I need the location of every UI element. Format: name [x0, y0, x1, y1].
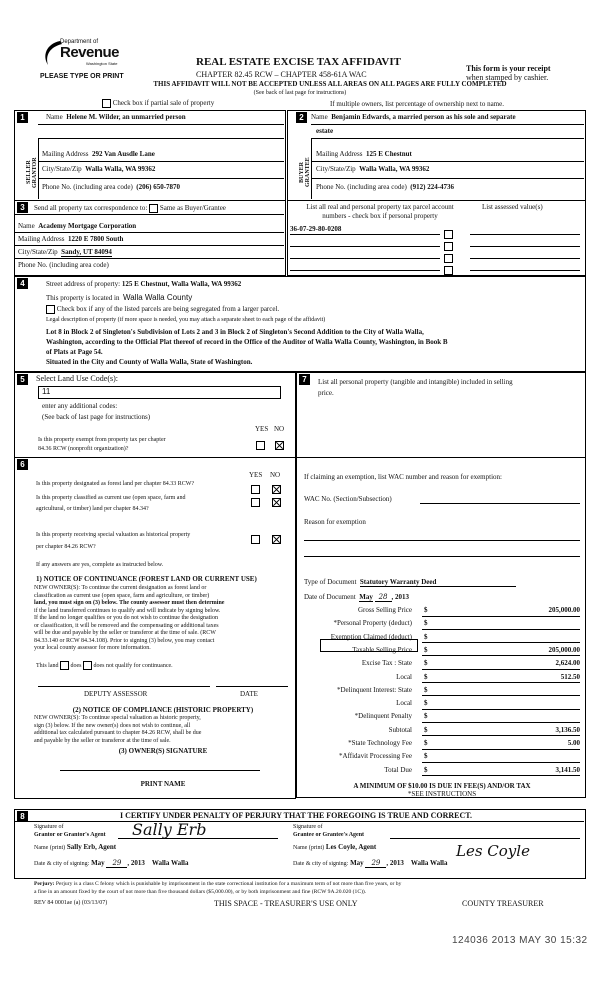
grantor-print-label: Name (print): [34, 845, 66, 851]
treasurer-space: THIS SPACE - TREASURER'S USE ONLY: [214, 899, 358, 908]
buyer-side-label: BUYER GRANTEE: [299, 157, 311, 188]
see-back-header: (See back of last page for instructions): [253, 90, 347, 96]
seller-name[interactable]: Helene M. Wilder, an unmarried person: [66, 113, 186, 121]
grantee-signature[interactable]: Les Coyle: [456, 842, 530, 860]
section-7-number: 7: [299, 374, 310, 385]
current-use-yes-checkbox[interactable]: [251, 493, 260, 511]
tax-row-currency: $: [424, 685, 428, 694]
seller-addr-label: Mailing Address: [42, 150, 89, 158]
grantor-city[interactable]: Walla Walla: [151, 859, 189, 867]
parcel-header-2: numbers - check box if personal property: [322, 212, 438, 220]
doc-date-row: [304, 593, 409, 601]
tax-row-label: *Delinquent Interest: State: [336, 685, 412, 694]
tax-row-label: Total Due: [384, 765, 412, 774]
grantee-date-month[interactable]: May: [350, 859, 364, 867]
tax-row-label: Gross Selling Price: [357, 606, 412, 614]
current-use-question: [36, 493, 185, 515]
doc-date-day[interactable]: 28: [375, 593, 392, 602]
tax-row-label: Local: [396, 672, 412, 681]
tax-row-currency: $: [424, 739, 428, 747]
notice2-line: and payable by the seller or transferor at the time of sale.: [34, 737, 171, 744]
tax-row-line: [422, 749, 580, 750]
tax-row-line: [422, 655, 580, 656]
corr-name[interactable]: Academy Mortgage Corporation: [38, 222, 137, 230]
corr-city-row: [18, 248, 112, 256]
certify-title: I CERTIFY UNDER PENALTY OF PERJURY THAT THE FOREGOING IS TRUE AND CORRECT.: [120, 811, 473, 820]
please-type: PLEASE TYPE OR PRINT: [40, 73, 124, 80]
tax-row-value[interactable]: 205,000.00: [548, 645, 580, 654]
notice1-text: [34, 585, 292, 653]
seller-city[interactable]: Walla Walla, WA 99362: [85, 165, 156, 173]
correspondence-row: [34, 204, 226, 213]
corr-phone-label: Phone No. (including area code): [18, 261, 109, 269]
tax-row-line: [422, 775, 580, 776]
cu-q-2: agricultural, or timber) land per chapter 84.34?: [36, 506, 149, 512]
grantor-date-day[interactable]: 29: [106, 859, 127, 868]
tax-row-line: [422, 735, 580, 736]
logo-state: Washington State: [86, 61, 118, 66]
perjury-label: Perjury:: [34, 881, 55, 887]
segregated-label: Check box if any of the listed parcels are being segregated from a larger parcel.: [56, 305, 280, 314]
tax-row-value[interactable]: 3,136.50: [555, 725, 580, 734]
section-1-number: 1: [17, 112, 28, 123]
forest-question: Is this property designated as forest land per chapter 84.33 RCW?: [36, 481, 195, 487]
yes-header-5: YES: [255, 425, 269, 433]
tax-row-label: Exemption Claimed (deduct): [330, 632, 412, 641]
doc-type-label: Type of Document: [304, 578, 357, 586]
tax-row-currency: $: [424, 619, 428, 628]
tax-row-value[interactable]: 205,000.00: [548, 606, 580, 614]
seller-side-label: SELLER GRANTOR: [26, 157, 38, 188]
buyer-phone[interactable]: (912) 224-4736: [410, 183, 455, 191]
corr-addr-row: [18, 235, 123, 243]
exempt-q-2: 84.36 RCW (nonprofit organization)?: [38, 446, 129, 452]
buyer-phone-row: [316, 183, 454, 191]
located-label: This property is located in: [46, 294, 120, 302]
tax-row-value[interactable]: 3,141.50: [555, 765, 580, 774]
minimum-note-2: *SEE INSTRUCTIONS: [407, 790, 477, 798]
buyer-city-row: [316, 165, 429, 173]
buyer-name[interactable]: Benjamin Edwards, a married person as his sole and separate: [331, 113, 516, 121]
tax-row-label: Excise Tax : State: [361, 659, 412, 668]
seller-city-row: [42, 165, 155, 173]
street-row: [46, 280, 241, 288]
tax-row-value[interactable]: 5.00: [567, 739, 580, 747]
pp-label-2: price.: [318, 389, 334, 397]
seller-address[interactable]: 292 Van Ausdle Lane: [91, 150, 155, 158]
buyer-phone-label: Phone No. (including area code): [316, 183, 407, 191]
does-checkbox[interactable]: [60, 661, 69, 670]
section-6-number: 6: [17, 459, 28, 470]
owner-signature-label: (3) OWNER(S) SIGNATURE: [118, 747, 208, 755]
grantor-date-month[interactable]: May: [91, 859, 105, 867]
notice1-line: land, you must sign on (3) below. The county assessor must then determine: [34, 600, 225, 606]
notice2-title: (2) NOTICE OF COMPLIANCE (HISTORIC PROPERTY): [72, 706, 254, 714]
tax-row-label: *State Technology Fee: [348, 739, 412, 747]
land-use-see-back: (See back of last page for instructions): [42, 413, 151, 421]
tax-row-line: [422, 642, 580, 643]
doc-date-month[interactable]: May: [359, 593, 373, 601]
legal-description[interactable]: [46, 327, 582, 367]
tax-row-line: [422, 616, 580, 617]
perjury-line-2: a fine in an amount fixed by the court of not more than five thousand dollars ($5,000.00), or by both imprisonment and fine (RCW 9A.20.020 (1C)).: [34, 889, 367, 895]
notice2-line: additional tax calculated pursuant to chapter 84.26 RCW, shall be due: [34, 730, 202, 736]
tax-row-currency: $: [424, 752, 428, 761]
notice1-line: your local county assessor for more information.: [34, 645, 151, 651]
tax-row-label: *Personal Property (deduct): [333, 619, 412, 628]
tax-row-currency: $: [424, 645, 428, 654]
sig-grantor-2: Grantor or Grantor's Agent: [34, 832, 106, 838]
sig-grantor-1: Signature of: [34, 824, 64, 830]
grantor-signature[interactable]: Sally Erb: [132, 820, 207, 839]
legal-line-3: of Plats at Page 54.: [46, 348, 103, 356]
rev-number: REV 84 0001ae (a) (03/13/07): [34, 900, 108, 906]
grantee-print-label: Name (print): [293, 845, 325, 851]
tax-row-currency: $: [424, 712, 428, 721]
corr-name-label: Name: [18, 222, 35, 230]
local-rate-input[interactable]: [320, 639, 418, 652]
doc-type-row: [304, 578, 516, 586]
notice1-line: or classification, it will be removed and the compensating or additional taxes: [34, 622, 219, 629]
buyer-addr-row: [316, 150, 412, 158]
multiple-owners-note: If multiple owners, list percentage of ownership next to name.: [330, 100, 504, 108]
seller-name-row: [46, 113, 186, 121]
seller-phone-row: [42, 183, 180, 191]
form-title: REAL ESTATE EXCISE TAX AFFIDAVIT: [196, 56, 401, 68]
land-use-label: Select Land Use Code(s):: [36, 374, 118, 383]
parcel-number[interactable]: 36-07-29-80-0208: [290, 225, 342, 233]
parcel-header-1: List all real and personal property tax parcel account: [306, 203, 454, 211]
no-header-6: NO: [270, 471, 281, 479]
tax-row-value[interactable]: 2,624.00: [555, 659, 580, 668]
property-street[interactable]: 125 E Chestnut, Walla Walla, WA 99362: [121, 280, 242, 288]
tax-row-currency: $: [424, 632, 428, 641]
does-not-label: does not qualify for continuance.: [93, 662, 173, 669]
partial-sale-checkbox[interactable]: [102, 99, 111, 108]
perjury-note: [34, 880, 584, 896]
grantee-print-row: [293, 843, 376, 851]
personal-property-label: [318, 377, 513, 399]
seller-addr-row: [42, 150, 155, 158]
corr-addr-label: Mailing Address: [18, 235, 65, 243]
perjury-line-1: Perjury is a class C felony which is punishable by imprisonment in the state correctional institution for a maximum term of not more than five years, or by: [55, 881, 402, 887]
notice2-line: sign (3) below. If the new owner(s) does not wish to continue, all: [34, 722, 191, 729]
grantee-date-label: Date & city of signing:: [293, 861, 349, 867]
hist-q-2: per chapter 84.26 RCW?: [36, 544, 96, 550]
buyer-city-label: City/State/Zip: [316, 165, 356, 173]
buyer-address[interactable]: 125 E Chestnut: [365, 150, 412, 158]
does-label: does: [70, 662, 82, 669]
legal-label: Legal description of property (if more space is needed, you may attach a separate sheet to each page of the affidavit): [46, 317, 326, 323]
exemption-claim-label: If claiming an exemption, list WAC number and reason for exemption:: [304, 473, 502, 481]
this-land-label: This land: [36, 662, 59, 669]
property-county[interactable]: Walla Walla County: [122, 293, 193, 302]
tax-row-value[interactable]: 512.50: [560, 672, 580, 681]
buyer-name-label: Name: [311, 113, 328, 121]
exempt-question: [38, 436, 166, 454]
grantee-date-row: [293, 859, 448, 867]
section-2-number: 2: [296, 112, 307, 123]
seller-city-label: City/State/Zip: [42, 165, 82, 173]
print-name-label: PRINT NAME: [140, 780, 186, 788]
doc-date-label: Date of Document: [304, 593, 356, 601]
grantor-date-row: [34, 859, 189, 867]
additional-codes-label: enter any additional codes:: [42, 402, 118, 410]
assessed-header: List assessed value(s): [482, 203, 543, 211]
correspondence-label: Send all property tax correspondence to:: [34, 204, 148, 213]
grantee-date-day[interactable]: 29: [365, 859, 386, 868]
grantor-signature-label: [34, 823, 106, 839]
exempt-yes-checkbox[interactable]: [256, 436, 265, 454]
tax-row-line: [422, 722, 580, 723]
historic-yes-checkbox[interactable]: [251, 530, 260, 548]
grantee-signature-label: [293, 823, 364, 839]
current-use-no-checkbox[interactable]: [272, 493, 281, 511]
section-4-number: 4: [17, 278, 28, 289]
no-header-5: NO: [274, 425, 285, 433]
segregated-row: [46, 305, 279, 314]
sig-grantee-1: Signature of: [293, 824, 323, 830]
notice1-line: classification as current use (open space, farm and agriculture, or timber): [34, 592, 210, 599]
tax-row-label: Subtotal: [388, 725, 412, 734]
logo-name: Revenue: [60, 44, 120, 61]
grantee-date-year: , 2013: [386, 859, 404, 867]
same-as-buyer-label: Same as Buyer/Grantee: [159, 204, 226, 213]
deputy-assessor-label: DEPUTY ASSESSOR: [84, 690, 148, 698]
legal-line-4: Situated in the City and County of Walla Walla, State of Washington.: [46, 358, 253, 366]
historic-no-checkbox[interactable]: [272, 530, 281, 548]
located-row: [46, 293, 192, 302]
form-subtitle: CHAPTER 82.45 RCW – CHAPTER 458-61A WAC: [196, 70, 367, 79]
corr-address[interactable]: 1220 E 7800 South: [67, 235, 124, 243]
this-land-row: [36, 661, 173, 670]
tax-row-currency: $: [424, 765, 428, 774]
tax-row-label: *Delinquent Penalty: [354, 712, 412, 721]
tax-row-line: [422, 682, 580, 683]
historic-question: [36, 529, 190, 553]
grantor-print-row: [34, 843, 116, 851]
buyer-city[interactable]: Walla Walla, WA 99362: [359, 165, 430, 173]
tax-row-currency: $: [424, 725, 428, 734]
if-yes-note: If any answers are yes, complete as instructed below.: [36, 562, 164, 568]
notice2-text: [34, 715, 292, 745]
cu-q-1: Is this property classified as current use (open space, farm and: [36, 495, 186, 501]
corr-city[interactable]: Sandy, UT 84094: [61, 248, 112, 256]
grantor-print-name[interactable]: Sally Erb, Agent: [66, 843, 117, 851]
notice1-line: if the land transferred continues to qualify and will indicate by signing below.: [34, 607, 221, 614]
hist-q-1: Is this property receiving special valuation as historical property: [36, 532, 191, 538]
doc-date-year: , 2013: [391, 593, 409, 601]
minimum-note-1: A MINIMUM OF $10.00 IS DUE IN FEE(S) AND/OR TAX: [353, 782, 531, 790]
grantor-date-label: Date & city of signing:: [34, 861, 90, 867]
partial-sale-label: Check box if partial sale of property: [112, 99, 215, 108]
tax-row-line: [422, 695, 580, 696]
legal-line-2: Washington, according to the Official Plat thereof of record in the Office of the Auditor of Walla Walla County, Washington, in Book B: [46, 338, 448, 346]
exemption-reason-label: Reason for exemption: [304, 518, 366, 526]
exempt-no-checkbox[interactable]: [275, 436, 284, 454]
segregated-checkbox[interactable]: [46, 305, 55, 314]
pp-label-1: List all personal property (tangible and intangible) included in selling: [318, 378, 513, 386]
seller-phone[interactable]: (206) 650-7870: [136, 183, 181, 191]
tax-row-currency: $: [424, 659, 428, 668]
tax-row-label: Local: [396, 699, 412, 708]
grantor-date-year: , 2013: [127, 859, 145, 867]
notice1-title: 1) NOTICE OF CONTINUANCE (FOREST LAND OR CURRENT USE): [36, 575, 257, 583]
date-label: DATE: [240, 690, 258, 698]
logo-dept: Department of: [60, 39, 99, 45]
tax-row-line: [422, 762, 580, 763]
notice1-line: If the land no longer qualifies or you do not wish to continue the designation: [34, 615, 218, 621]
tax-row-label: *Affidavit Processing Fee: [339, 752, 412, 761]
wac-label: WAC No. (Section/Subsection): [304, 495, 392, 503]
yes-header-6: YES: [249, 471, 263, 479]
recording-stamp: 124036 2013 MAY 30 15:32: [452, 935, 588, 946]
street-label: Street address of property:: [46, 280, 121, 288]
legal-line-1: Lot 8 in Block 2 of Singleton's Subdivision of Lots 2 and 3 in Block 2 of Singleton's Second Addition to the City of Walla Walla,: [46, 328, 424, 336]
partial-sale: [102, 99, 214, 108]
county-treasurer: COUNTY TREASURER: [462, 899, 544, 908]
seller-name-label: Name: [46, 113, 63, 121]
tax-row-currency: $: [424, 672, 428, 681]
tax-row-line: [422, 669, 580, 670]
seller-phone-label: Phone No. (including area code): [42, 183, 133, 191]
corr-name-row: [18, 222, 136, 230]
buyer-addr-label: Mailing Address: [316, 150, 363, 158]
sig-grantee-2: Grantee or Grantee's Agent: [293, 832, 365, 838]
notice1-line: NEW OWNER(S): To continue the current designation as forest land or: [34, 585, 207, 591]
tax-row-currency: $: [424, 606, 428, 614]
section-8-number: 8: [17, 811, 28, 822]
tax-row-line: [422, 629, 580, 630]
tax-row-line: [422, 709, 580, 710]
section-5-number: 5: [17, 374, 28, 385]
does-not-checkbox[interactable]: [83, 661, 92, 670]
revenue-logo: [40, 38, 130, 72]
form-warning: THIS AFFIDAVIT WILL NOT BE ACCEPTED UNLESS ALL AREAS ON ALL PAGES ARE FULLY COMPLETED: [153, 80, 507, 88]
same-as-buyer-checkbox[interactable]: [149, 204, 158, 213]
document-type[interactable]: Statutory Warranty Deed: [360, 578, 516, 587]
notice2-line: NEW OWNER(S): To continue special valuation as historic property,: [34, 715, 201, 721]
tax-row-label: Taxable Selling Price: [352, 645, 412, 654]
grantee-print-name[interactable]: Les Coyle, Agent: [325, 843, 377, 851]
section-3-number: 3: [17, 202, 28, 213]
corr-city-label: City/State/Zip: [18, 248, 58, 256]
parcel-header: [290, 203, 470, 221]
notice1-line: will be due and payable by the seller or transferor at the time of sale. (RCW: [34, 630, 216, 636]
receipt-note-1: This form is your receipt: [466, 64, 551, 73]
receipt-note-2: when stamped by cashier.: [466, 73, 549, 82]
buyer-name-cont: estate: [316, 127, 334, 135]
minimum-note: [300, 782, 584, 798]
notice1-line: 84.33.140 or RCW 84.34.108). Prior to signing (3) below, you may contact: [34, 637, 215, 644]
exempt-q-1: Is this property exempt from property tax per chapter: [38, 437, 166, 443]
buyer-name-row: [311, 113, 516, 121]
tax-row-currency: $: [424, 699, 428, 708]
grantee-city[interactable]: Walla Walla: [410, 859, 448, 867]
land-use-code-input[interactable]: 11: [38, 386, 281, 399]
